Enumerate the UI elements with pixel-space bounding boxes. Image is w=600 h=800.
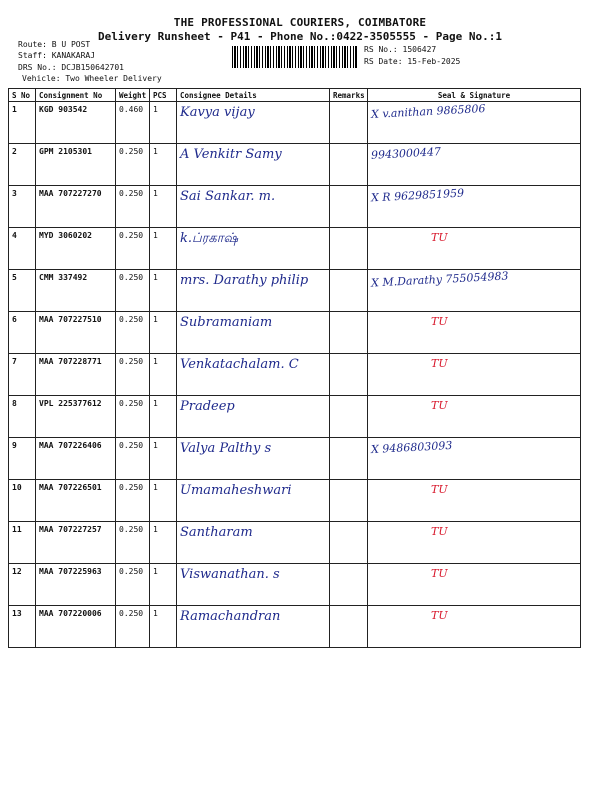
row-consignee: k.ப்ரகாஷ்	[177, 228, 330, 270]
staff-label: Staff: KANAKARAJ	[18, 51, 96, 60]
row-sno: 7	[9, 354, 36, 396]
row-remarks	[330, 522, 368, 564]
row-pcs: 1	[150, 228, 177, 270]
route-label: Route: B U POST	[18, 40, 91, 49]
row-seal-signature	[368, 522, 581, 564]
col-pcs: PCS	[150, 89, 177, 102]
row-remarks	[330, 312, 368, 354]
signature-text: 9943000447	[370, 145, 442, 162]
row-pcs: 1	[150, 102, 177, 144]
row-consignee: Ramachandran	[177, 606, 330, 648]
row-remarks	[330, 606, 368, 648]
signature-text: X v.anithan 9865806	[370, 102, 486, 121]
row-consignment: MAA 707228771	[36, 354, 116, 396]
row-seal-signature	[368, 396, 581, 438]
row-pcs: 1	[150, 354, 177, 396]
drs-number: DRS No.: DCJB150642701	[18, 63, 124, 72]
delivery-table	[8, 88, 581, 648]
col-weight: Weight	[116, 89, 150, 102]
row-consignment: CMM 337492	[36, 270, 116, 312]
row-remarks	[330, 270, 368, 312]
row-remarks	[330, 354, 368, 396]
row-seal-signature	[368, 186, 581, 228]
company-name: THE PROFESSIONAL COURIERS, COIMBATORE	[173, 16, 427, 29]
row-pcs: 1	[150, 270, 177, 312]
rs-number: RS No.: 1506427	[364, 45, 437, 54]
delivery-mark: TU	[431, 483, 448, 496]
row-sno: 6	[9, 312, 36, 354]
row-consignment: MAA 707227270	[36, 186, 116, 228]
delivery-mark: TU	[431, 357, 448, 370]
table-row	[9, 312, 581, 354]
col-remarks: Remarks	[330, 89, 368, 102]
row-pcs: 1	[150, 144, 177, 186]
table-row	[9, 228, 581, 270]
row-sno: 12	[9, 564, 36, 606]
signature-text: X M.Darathy 755054983	[370, 269, 509, 290]
row-consignment: MAA 707226406	[36, 438, 116, 480]
table-row	[9, 438, 581, 480]
row-remarks	[330, 564, 368, 606]
table-row	[9, 354, 581, 396]
row-seal-signature	[368, 312, 581, 354]
row-consignee: Kavya vijay	[177, 102, 330, 144]
runsheet-title: Delivery Runsheet - P41 - Phone No.:0422-3505555 - Page No.:1	[98, 30, 502, 43]
rs-date: RS Date: 15-Feb-2025	[364, 57, 461, 66]
row-consignee: A Venkitr Samy	[177, 144, 330, 186]
row-seal-signature	[368, 102, 581, 144]
row-remarks	[330, 438, 368, 480]
row-sno: 4	[9, 228, 36, 270]
row-weight: 0.250	[116, 480, 150, 522]
row-consignment: MAA 707227510	[36, 312, 116, 354]
table-header	[9, 89, 581, 102]
vehicle-label: Vehicle: Two Wheeler Delivery	[22, 74, 162, 83]
delivery-mark: TU	[431, 231, 448, 244]
row-weight: 0.250	[116, 144, 150, 186]
row-weight: 0.460	[116, 102, 150, 144]
signature-text: X R 9629851959	[370, 186, 465, 205]
row-weight: 0.250	[116, 396, 150, 438]
row-consignee: Valya Palthy s	[177, 438, 330, 480]
col-sno: S No	[9, 89, 36, 102]
row-consignment: MAA 707226501	[36, 480, 116, 522]
row-pcs: 1	[150, 312, 177, 354]
col-consignment: Consignment No	[36, 89, 116, 102]
row-pcs: 1	[150, 396, 177, 438]
row-sno: 3	[9, 186, 36, 228]
row-remarks	[330, 396, 368, 438]
row-seal-signature	[368, 606, 581, 648]
row-pcs: 1	[150, 480, 177, 522]
row-remarks	[330, 228, 368, 270]
row-pcs: 1	[150, 606, 177, 648]
delivery-mark: TU	[431, 399, 448, 412]
table-row	[9, 564, 581, 606]
row-sno: 2	[9, 144, 36, 186]
row-consignee: Sai Sankar. m.	[177, 186, 330, 228]
row-consignment: GPM 2105301	[36, 144, 116, 186]
row-sno: 8	[9, 396, 36, 438]
row-consignment: MYD 3060202	[36, 228, 116, 270]
row-sno: 9	[9, 438, 36, 480]
row-consignee: Santharam	[177, 522, 330, 564]
row-weight: 0.250	[116, 606, 150, 648]
barcode	[232, 46, 357, 68]
row-sno: 10	[9, 480, 36, 522]
row-weight: 0.250	[116, 270, 150, 312]
row-consignee: Viswanathan. s	[177, 564, 330, 606]
row-consignee: Subramaniam	[177, 312, 330, 354]
row-weight: 0.250	[116, 522, 150, 564]
row-consignee: Pradeep	[177, 396, 330, 438]
row-seal-signature	[368, 438, 581, 480]
row-sno: 1	[9, 102, 36, 144]
row-remarks	[330, 186, 368, 228]
table-row	[9, 270, 581, 312]
row-consignment: VPL 225377612	[36, 396, 116, 438]
row-weight: 0.250	[116, 312, 150, 354]
row-consignment: MAA 707227257	[36, 522, 116, 564]
row-remarks	[330, 102, 368, 144]
row-seal-signature	[368, 564, 581, 606]
table-row	[9, 396, 581, 438]
row-seal-signature	[368, 480, 581, 522]
row-consignee: mrs. Darathy philip	[177, 270, 330, 312]
row-sno: 11	[9, 522, 36, 564]
row-pcs: 1	[150, 564, 177, 606]
row-consignee: Umamaheshwari	[177, 480, 330, 522]
table-row	[9, 606, 581, 648]
row-pcs: 1	[150, 186, 177, 228]
row-consignment: MAA 707220006	[36, 606, 116, 648]
row-seal-signature	[368, 354, 581, 396]
row-sno: 13	[9, 606, 36, 648]
row-consignee: Venkatachalam. C	[177, 354, 330, 396]
row-weight: 0.250	[116, 354, 150, 396]
row-weight: 0.250	[116, 186, 150, 228]
row-pcs: 1	[150, 522, 177, 564]
row-weight: 0.250	[116, 564, 150, 606]
row-seal-signature	[368, 144, 581, 186]
row-consignment: KGD 903542	[36, 102, 116, 144]
delivery-mark: TU	[431, 567, 448, 580]
row-remarks	[330, 144, 368, 186]
signature-text: X 9486803093	[370, 438, 453, 457]
col-consignee: Consignee Details	[177, 89, 330, 102]
row-consignment: MAA 707225963	[36, 564, 116, 606]
delivery-mark: TU	[431, 609, 448, 622]
delivery-mark: TU	[431, 525, 448, 538]
delivery-mark: TU	[431, 315, 448, 328]
row-sno: 5	[9, 270, 36, 312]
col-seal-signature: Seal & Signature	[368, 89, 581, 102]
row-pcs: 1	[150, 438, 177, 480]
row-remarks	[330, 480, 368, 522]
row-weight: 0.250	[116, 438, 150, 480]
row-weight: 0.250	[116, 228, 150, 270]
row-seal-signature	[368, 228, 581, 270]
table-row	[9, 144, 581, 186]
table-row	[9, 522, 581, 564]
table-row	[9, 186, 581, 228]
row-seal-signature	[368, 270, 581, 312]
table-row	[9, 102, 581, 144]
table-row	[9, 480, 581, 522]
